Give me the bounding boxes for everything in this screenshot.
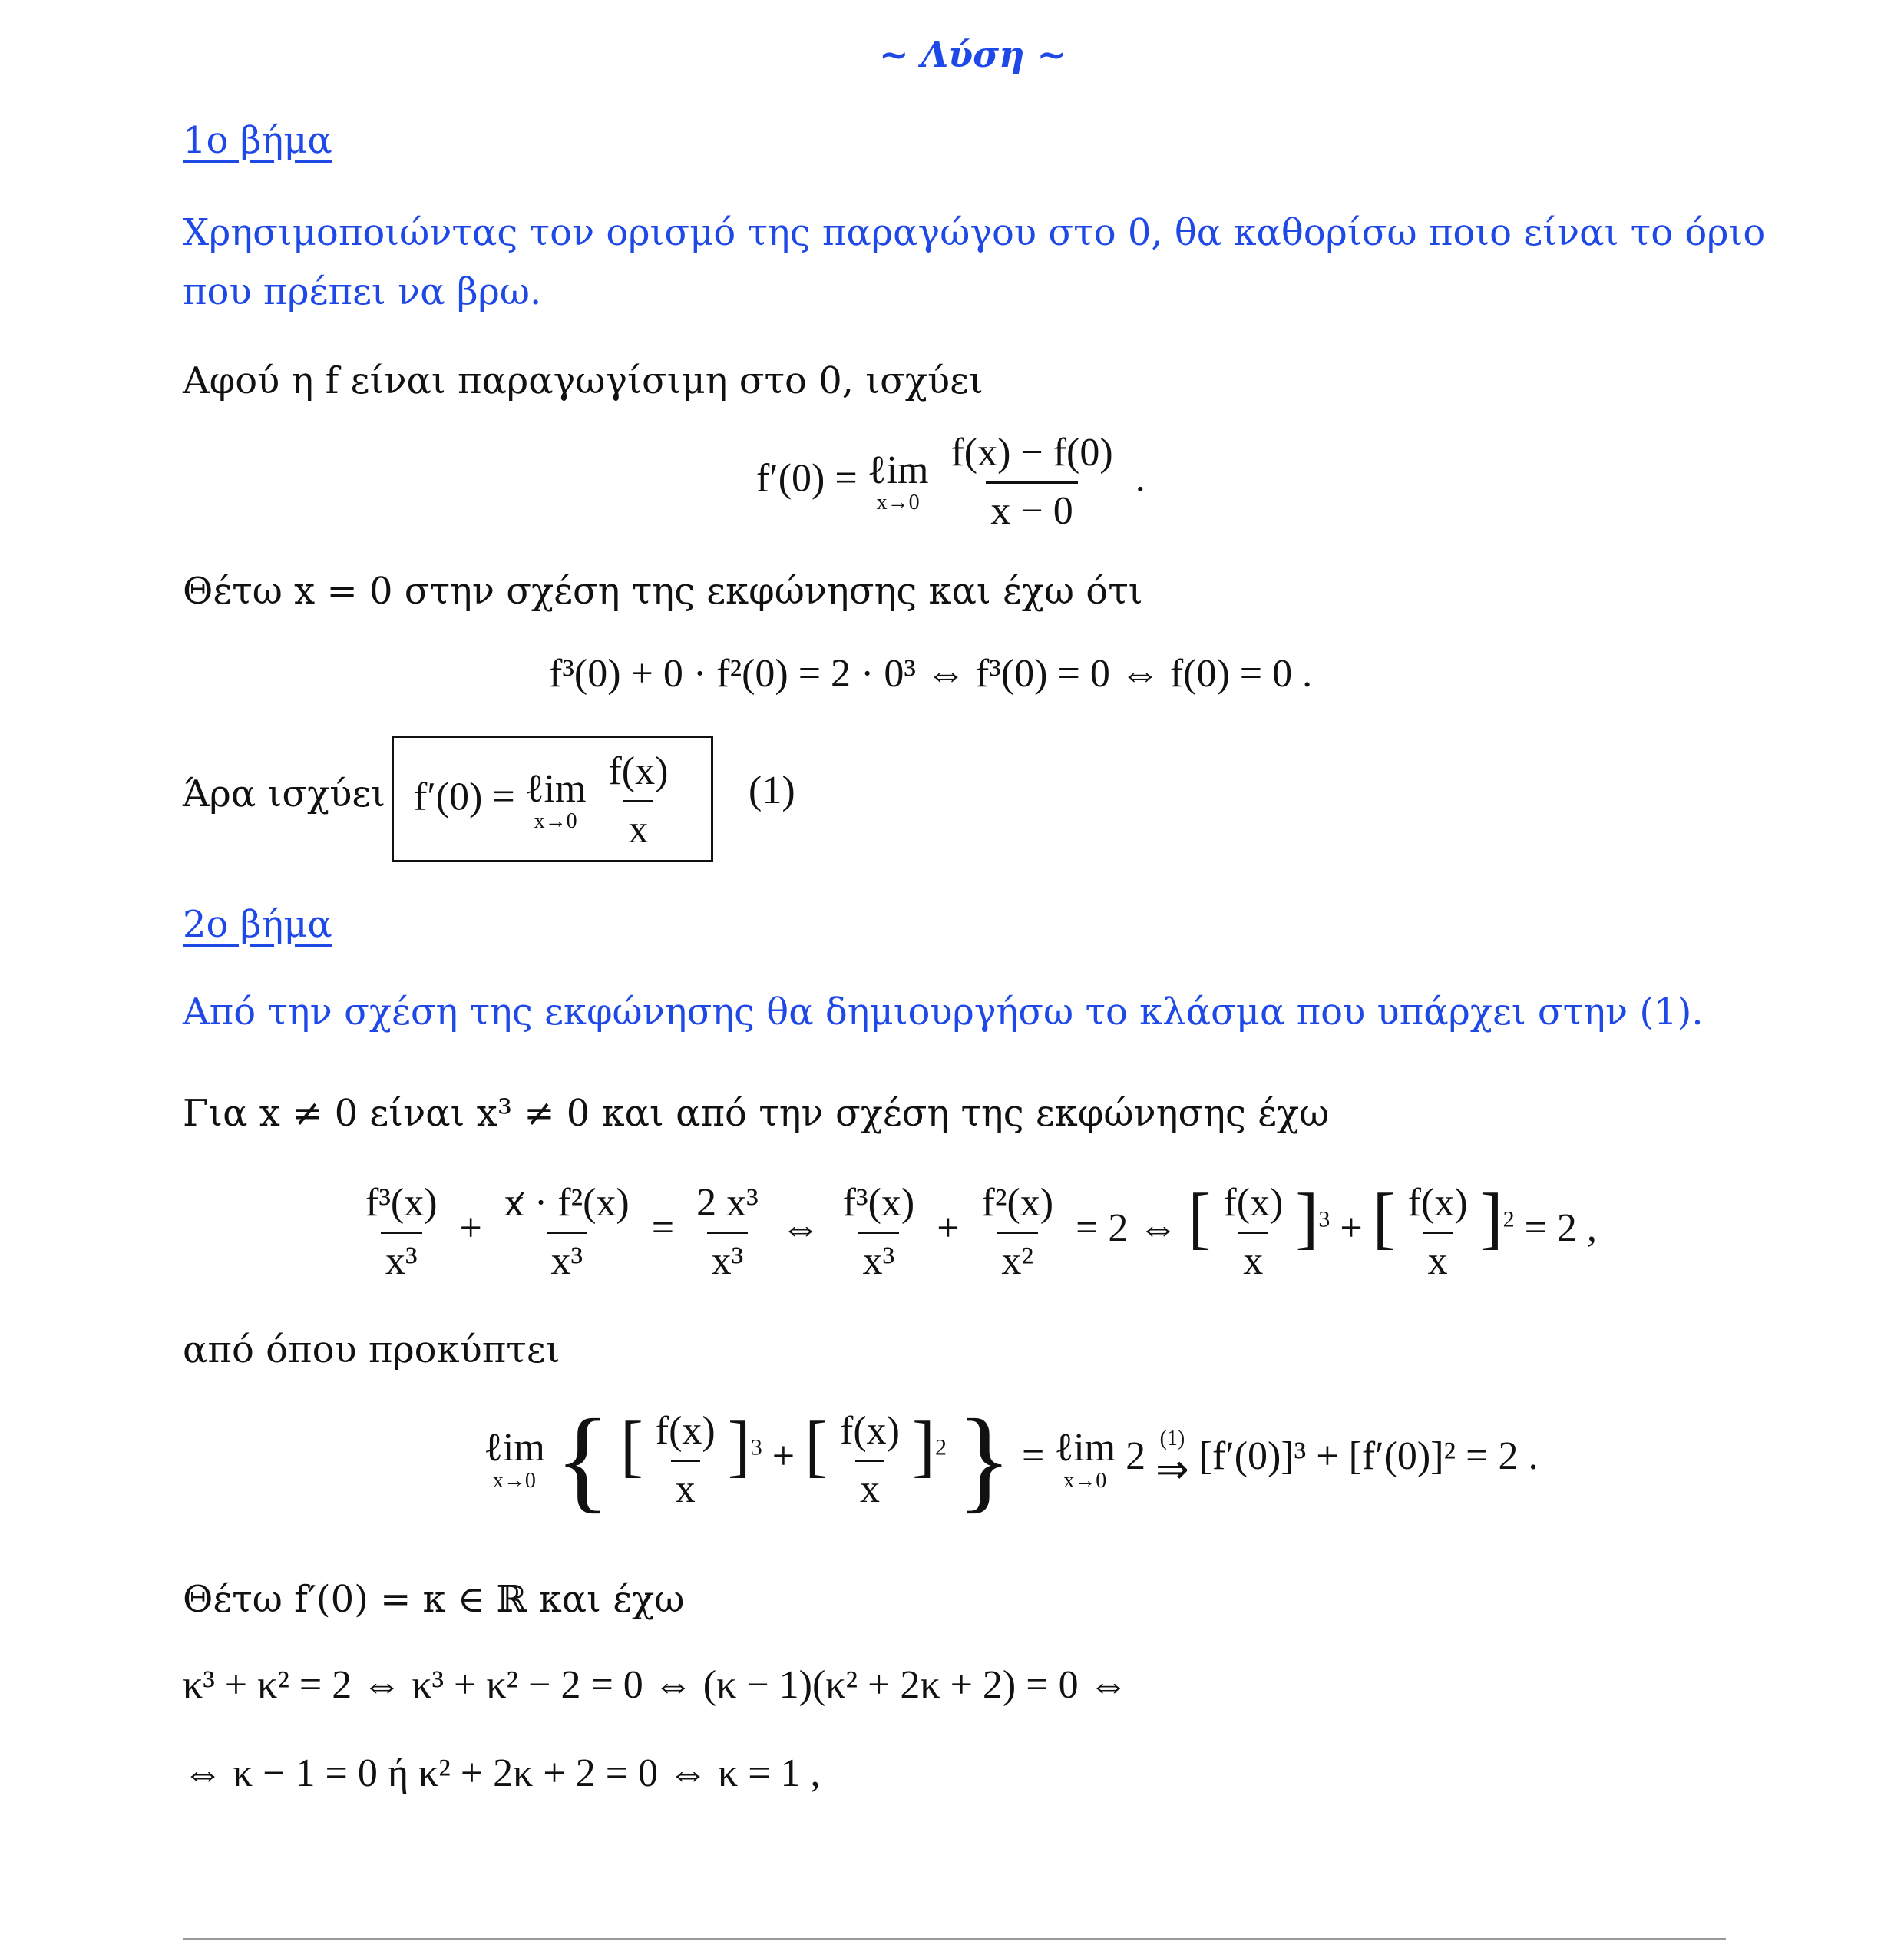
step1-line2: Θέτω x = 0 στην σχέση της εκφώνησης και έχω ότι xyxy=(183,570,1143,613)
step1-intro-cont: που πρέπει να βρω. xyxy=(183,270,542,313)
equation-tag-1: (1) xyxy=(749,769,795,812)
eq1-fraction: $\frac{f(x) - f(0)}{x - 0}$ xyxy=(950,431,1113,533)
step2-intro: Από την σχέση της εκφώνησης θα δημιουργήσω το κλάσμα που υπάρχει στην (1). xyxy=(183,991,1704,1034)
boxed-equation-1: f′(0) = ℓim x→0 $\frac{f(x)}{x}$ xyxy=(392,736,713,862)
ara-label: Άρα ισχύει xyxy=(183,772,386,815)
step1-line1: Αφού η f είναι παραγωγίσιμη στο 0, ισχύει xyxy=(183,359,983,402)
limit-operator: ℓim x→0 xyxy=(867,448,929,515)
step2-heading: 2ο βήμα xyxy=(183,903,332,946)
eq1-lhs: f′(0) = xyxy=(756,456,868,501)
step1-intro: Χρησιμοποιώντας τον ορισμό της παραγώγου στο 0, θα καθορίσω ποιο είναι το όριο xyxy=(183,211,1766,254)
step2-line2: από όπου προκύπτει xyxy=(183,1328,560,1371)
footer-rule xyxy=(183,1938,1726,1940)
step2-line3: Θέτω f′(0) = κ ∈ ℝ και έχω xyxy=(183,1578,685,1621)
equation-division: $\frac{\text{f³(x)}}{\text{x³}}$ + $\frac{\text{x · f²(x)}}{\text{x³}}$ = $\frac{\text{2 x³}}{\text{x³}}$ ⇔ $\frac{\text{f³(x)}}{\text{x³}}$ + $\frac{\text{f²(x)}}{\text{x²}}$ = 2 ⇔ [ $\frac{f(x)}{x}$ ]$^3$ + [ $\frac{f(x)}{x}$ ]$^2$ = 2 , xyxy=(365,1180,1597,1283)
equation-f-zero: f³(0) + 0 · f²(0) = 2 · 0³ ⇔ f³(0) = 0 ⇔ f(0) = 0 . xyxy=(549,652,1313,696)
limit-operator: ℓim x→0 xyxy=(524,766,587,834)
equation-cubic: κ³ + κ² = 2 ⇔ κ³ + κ² − 2 = 0 ⇔ (κ − 1)(κ² + 2κ + 2) = 0 ⇔ xyxy=(183,1663,1129,1707)
equation-solution: ⇔ κ − 1 = 0 ή κ² + 2κ + 2 = 0 ⇔ κ = 1 , xyxy=(183,1751,821,1795)
step2-line1: Για x ≠ 0 είναι x³ ≠ 0 και από την σχέση της εκφώνησης έχω xyxy=(183,1092,1330,1135)
page-title: ~ Λύση ~ xyxy=(879,34,1067,75)
step1-heading: 1ο βήμα xyxy=(183,119,332,162)
equation-derivative-definition: f′(0) = ℓim x→0 $\frac{f(x) - f(0)}{x - 0}$ . xyxy=(756,431,1145,533)
equation-limit: ℓim x→0 { [ $\frac{f(x)}{x}$ ]$^3$ + [ $\frac{f(x)}{x}$ ]$^2$ } = ℓim x→0 2 (1) ⇒ [f′(0)]³ + [f′(0)]² = 2 . xyxy=(484,1396,1539,1523)
